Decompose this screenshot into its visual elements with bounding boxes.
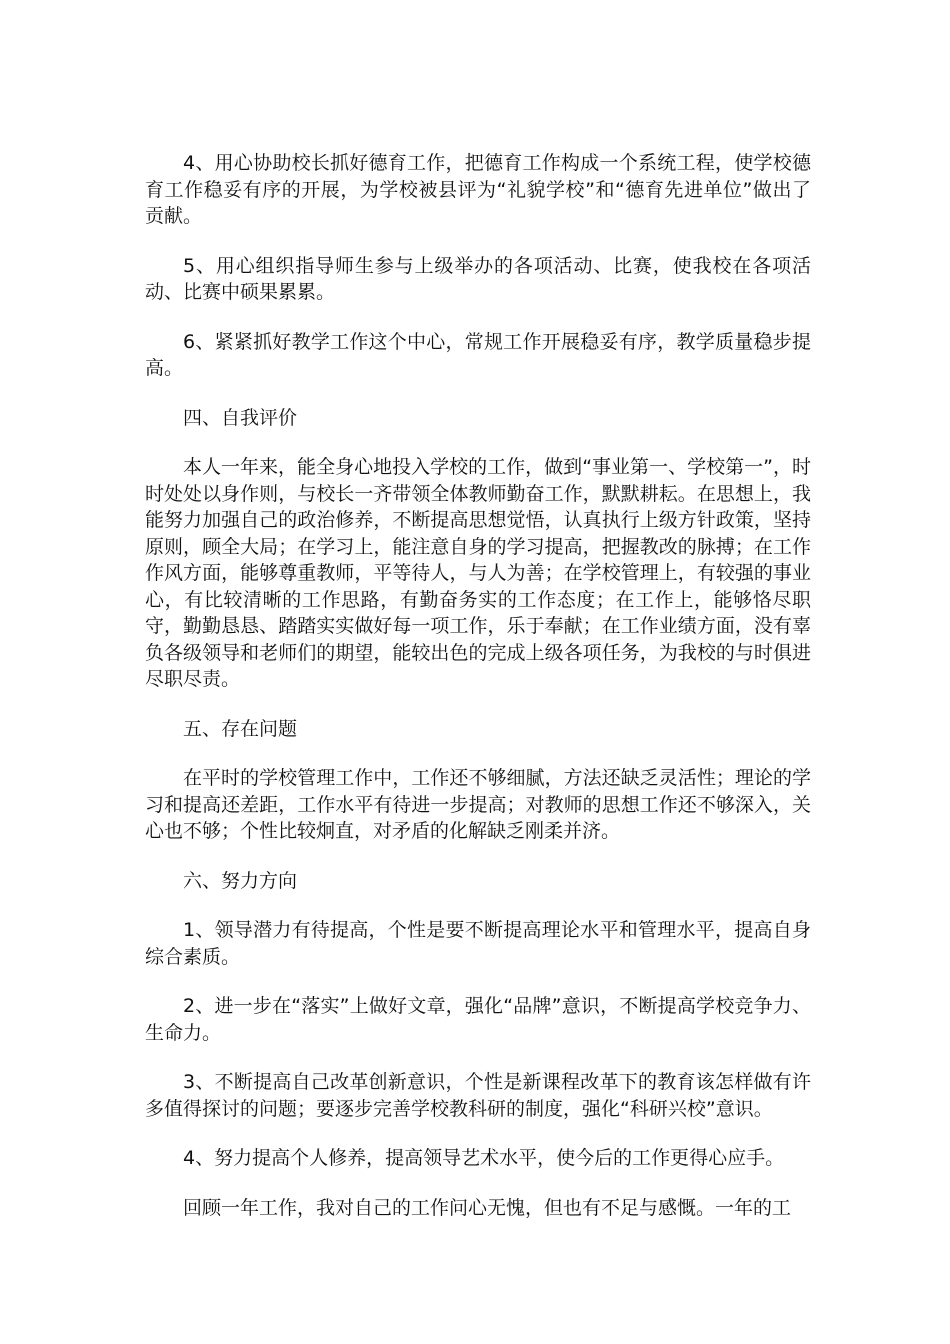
- paragraph-direction-2: 2、进一步在“落实”上做好文章，强化“品牌”意识，不断提高学校竞争力、生命力。: [145, 995, 811, 1044]
- paragraph-self-evaluation: 本人一年来，能全身心地投入学校的工作，做到“事业第一、学校第一”，时时处处以身作则，与校长一齐带领全体教师勤奋工作，默默耕耘。在思想上，我能努力加强自己的政治修养，不断提高思想觉悟，认真执行上级方针政策，坚持原则，顾全大局；在学习上，能注意自身的学习提高，把握教改的脉搏；在工作作风方面，能够尊重教师，平等待人，与人为善；在学校管理上，有较强的事业心，有比较清晰的工作思路，有勤奋务实的工作态度；在工作上，能够恪尽职守，勤勤恳恳、踏踏实实做好每一项工作，乐于奉献；在工作业绩方面，没有辜负各级领导和老师们的期望，能较出色的完成上级各项任务，为我校的与时俱进尽职尽责。: [145, 456, 811, 690]
- paragraph-review: 回顾一年工作，我对自己的工作问心无愧，但也有不足与感慨。一年的工: [183, 1196, 792, 1219]
- section-heading-problems: 五、存在问题: [183, 717, 298, 740]
- paragraph-item-4-moral-education: 4、用心协助校长抓好德育工作，把德育工作构成一个系统工程，使学校德育工作稳妥有序的开展，为学校被县评为“礼貌学校”和“德育先进单位”做出了贡献。: [145, 152, 811, 227]
- paragraph-direction-4: 4、努力提高个人修养，提高领导艺术水平，使今后的工作更得心应手。: [183, 1147, 785, 1169]
- paragraph-item-5-activities: 5、用心组织指导师生参与上级举办的各项活动、比赛，使我校在各项活动、比赛中硕果累累。: [145, 254, 811, 303]
- paragraph-direction-1: 1、领导潜力有待提高，个性是要不断提高理论水平和管理水平，提高自身综合素质。: [145, 919, 811, 968]
- section-heading-self-evaluation: 四、自我评价: [183, 406, 298, 429]
- section-heading-direction: 六、努力方向: [183, 869, 298, 892]
- paragraph-problems: 在平时的学校管理工作中，工作还不够细腻，方法还缺乏灵活性；理论的学习和提高还差距，工作水平有待进一步提高；对教师的思想工作还不够深入，关心也不够；个性比较炯直，对矛盾的化解缺乏刚柔并济。: [145, 767, 811, 842]
- paragraph-item-6-teaching: 6、紧紧抓好教学工作这个中心，常规工作开展稳妥有序，教学质量稳步提高。: [145, 330, 811, 379]
- document-page: [145, 150, 811, 1244]
- paragraph-direction-3: 3、不断提高自己改革创新意识，个性是新课程改革下的教育该怎样做有许多值得探讨的问题；要逐步完善学校教科研的制度，强化“科研兴校”意识。: [145, 1071, 811, 1120]
